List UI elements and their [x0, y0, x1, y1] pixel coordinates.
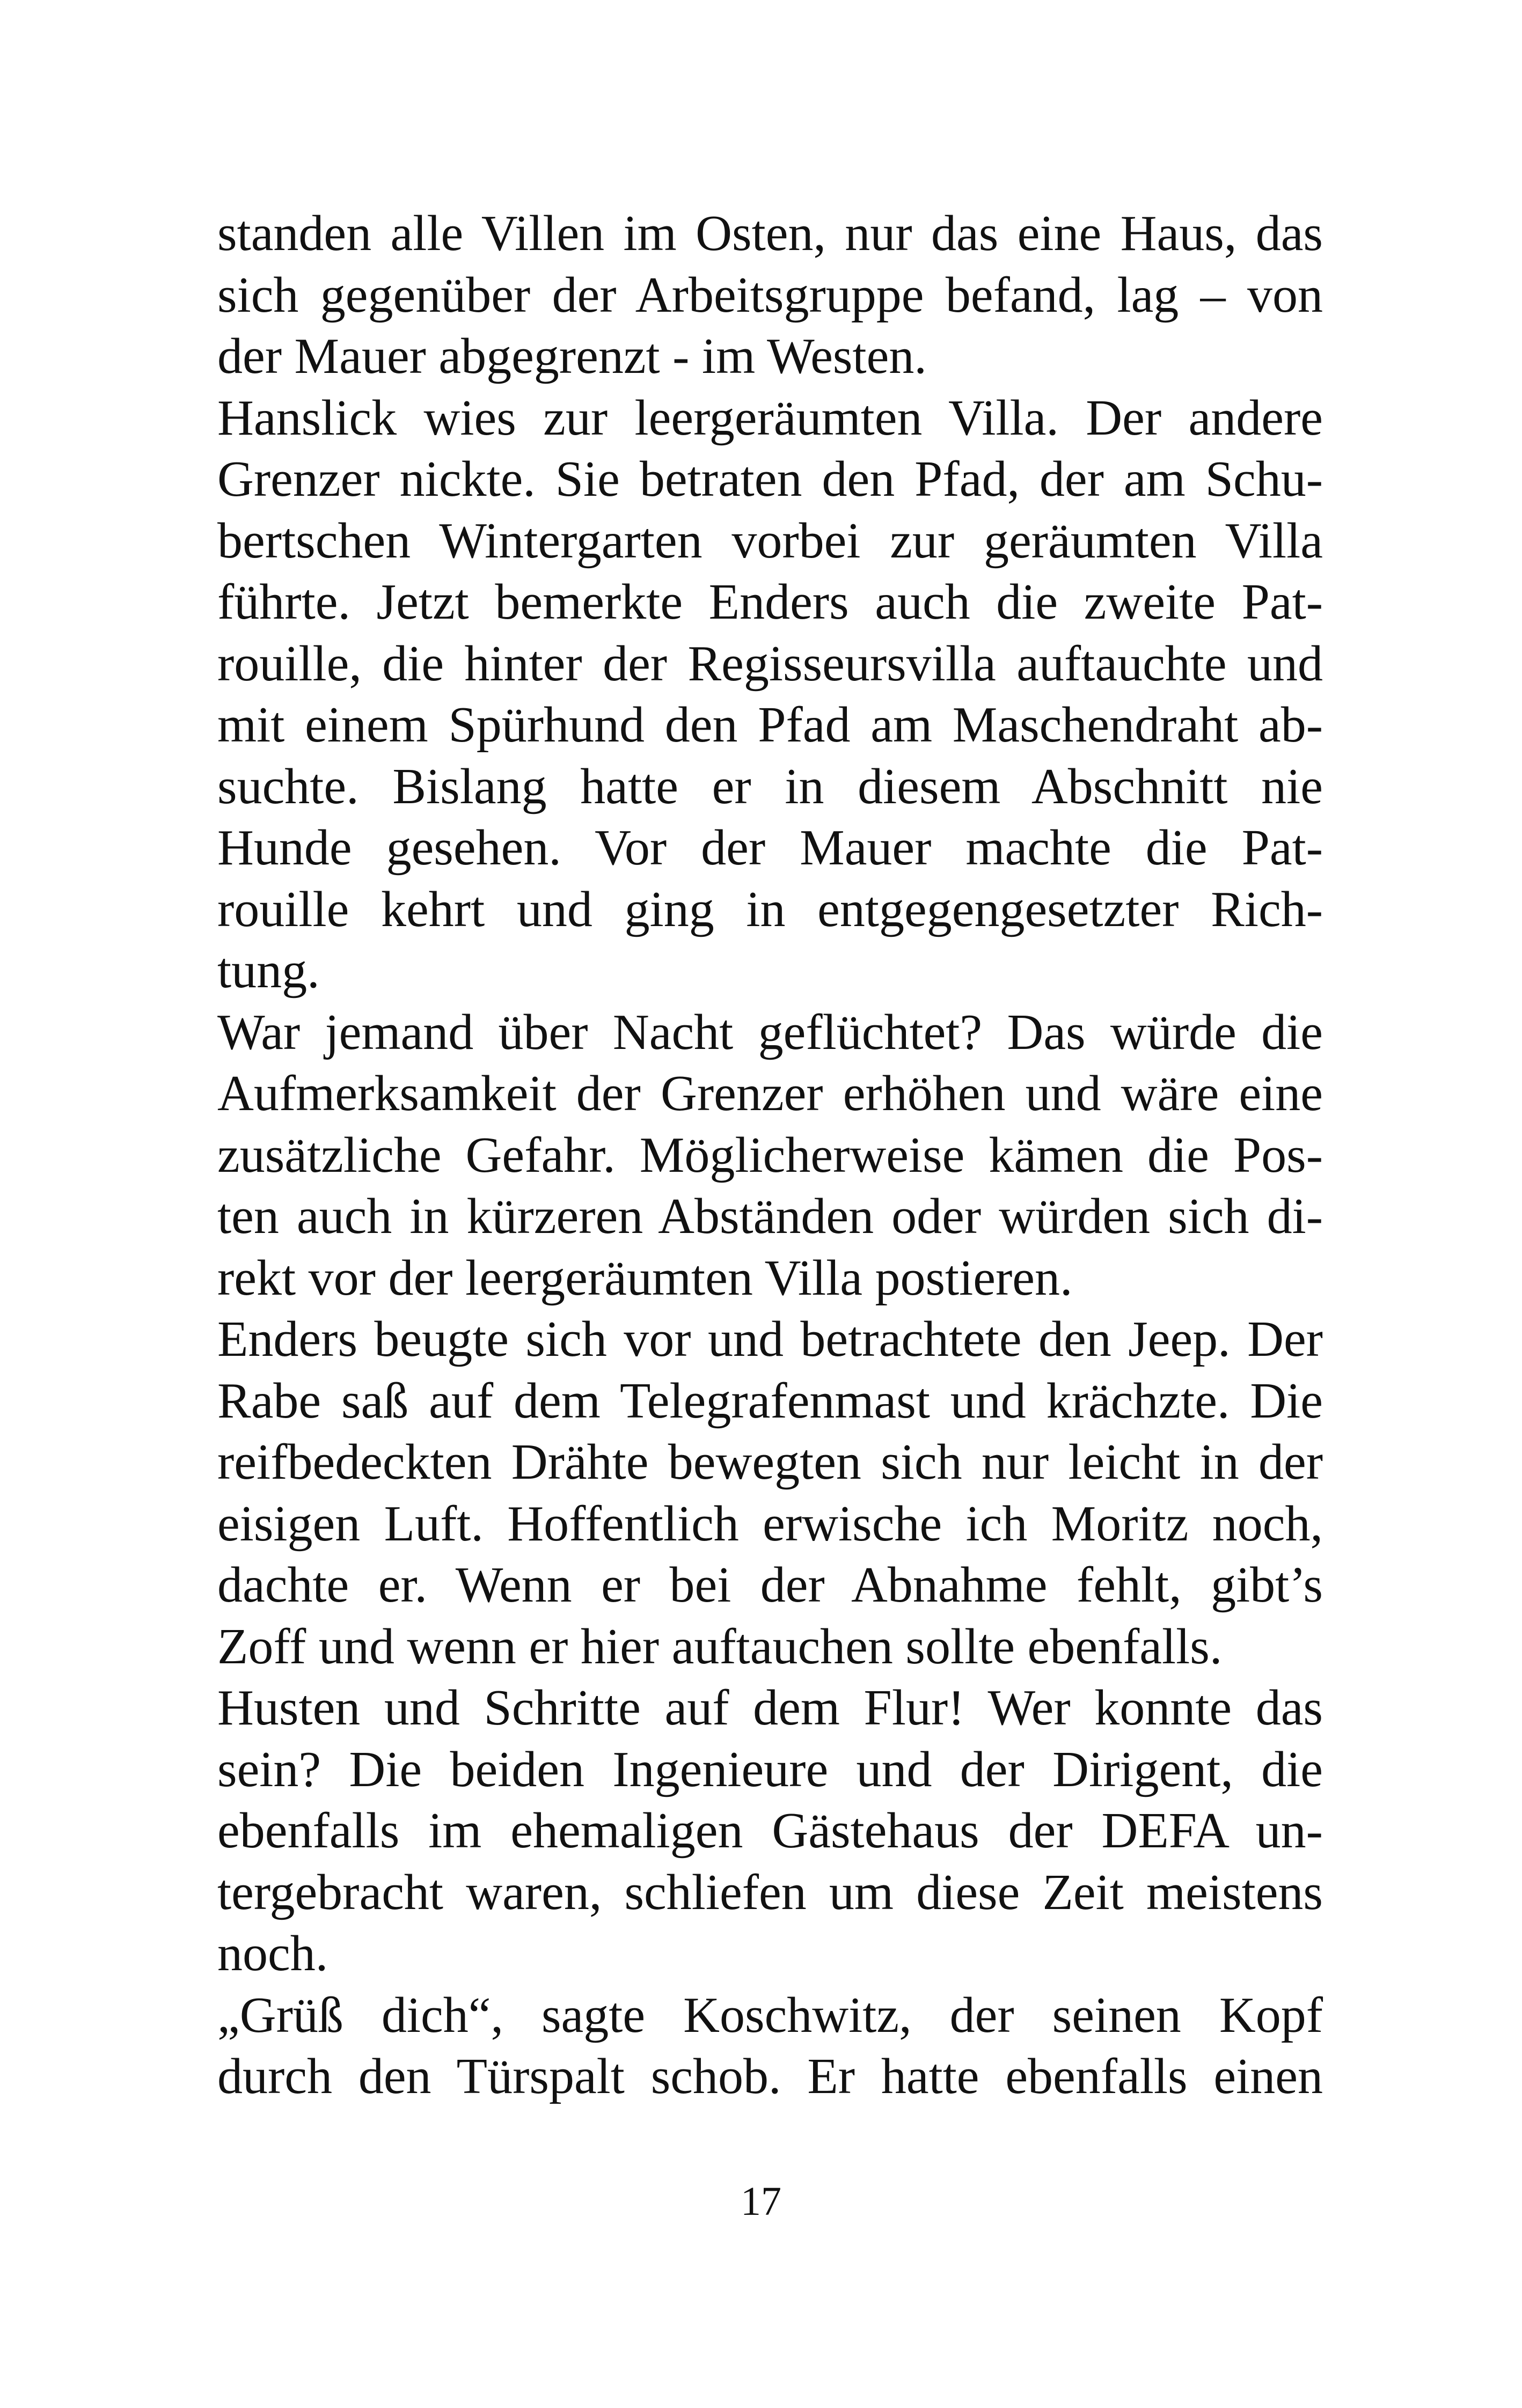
text-line: sich gegenüber der Arbeitsgruppe befand, lag – von	[217, 267, 1323, 323]
text-line: Hunde gesehen. Vor der Mauer machte die Pat-	[217, 820, 1323, 876]
text-line: durch den Türspalt schob. Er hatte ebenfalls einen	[217, 2049, 1323, 2104]
text-line: eisigen Luft. Hoffentlich erwische ich Moritz noch,	[217, 1495, 1323, 1552]
text-line: ten auch in kürzeren Abständen oder würden sich di-	[217, 1188, 1323, 1244]
text-line: Hanslick wies zur leergeräumten Villa. Der andere	[217, 390, 1323, 446]
text-line: Zoff und wenn er hier auftauchen sollte ebenfalls.	[217, 1618, 1223, 1675]
body-text	[217, 203, 1323, 2108]
text-line: führte. Jetzt bemerkte Enders auch die zweite Pat-	[217, 574, 1323, 630]
text-line: Husten und Schritte auf dem Flur! Wer konnte das	[217, 1680, 1323, 1736]
text-line: rouille, die hinter der Regisseursvilla auftauchte und	[217, 635, 1323, 692]
text-line: noch.	[217, 1926, 328, 1981]
text-line: rekt vor der leergeräumten Villa postieren.	[217, 1250, 1073, 1306]
text-line: Grenzer nickte. Sie betraten den Pfad, der am Schu-	[217, 451, 1323, 507]
text-line: standen alle Villen im Osten, nur das eine Haus, das	[217, 205, 1323, 261]
text-line: reifbedeckten Drähte bewegten sich nur leicht in der	[217, 1434, 1323, 1490]
text-line: suchte. Bislang hatte er in diesem Abschnitt nie	[217, 758, 1323, 814]
text-line: Enders beugte sich vor und betrachtete den Jeep. Der	[217, 1311, 1323, 1367]
text-line: Aufmerksamkeit der Grenzer erhöhen und wäre eine	[217, 1066, 1323, 1121]
text-line: War jemand über Nacht geflüchtet? Das würde die	[217, 1004, 1323, 1060]
text-line: sein? Die beiden Ingenieure und der Dirigent, die	[217, 1741, 1323, 1797]
text-line: der Mauer abgegrenzt - im Westen.	[217, 328, 927, 384]
text-line: tung.	[217, 943, 320, 999]
text-line: Rabe saß auf dem Telegrafenmast und krächzte. Die	[217, 1372, 1323, 1429]
text-line: mit einem Spürhund den Pfad am Maschendraht ab-	[217, 697, 1323, 753]
text-line: tergebracht waren, schliefen um diese Zeit meistens	[217, 1864, 1323, 1920]
text-line: rouille kehrt und ging in entgegengesetzter Rich-	[217, 881, 1323, 937]
text-line: „Grüß dich“, sagte Koschwitz, der seinen Kopf	[217, 1987, 1323, 2043]
text-line: bertschen Wintergarten vorbei zur geräumten Villa	[217, 512, 1323, 569]
text-line: ebenfalls im ehemaligen Gästehaus der DEFA un-	[217, 1803, 1323, 1859]
text-line: dachte er. Wenn er bei der Abnahme fehlt, gibt’s	[217, 1557, 1323, 1613]
page-number: 17	[741, 2179, 781, 2224]
text-line: zusätzliche Gefahr. Möglicherweise kämen die Pos-	[217, 1127, 1323, 1183]
